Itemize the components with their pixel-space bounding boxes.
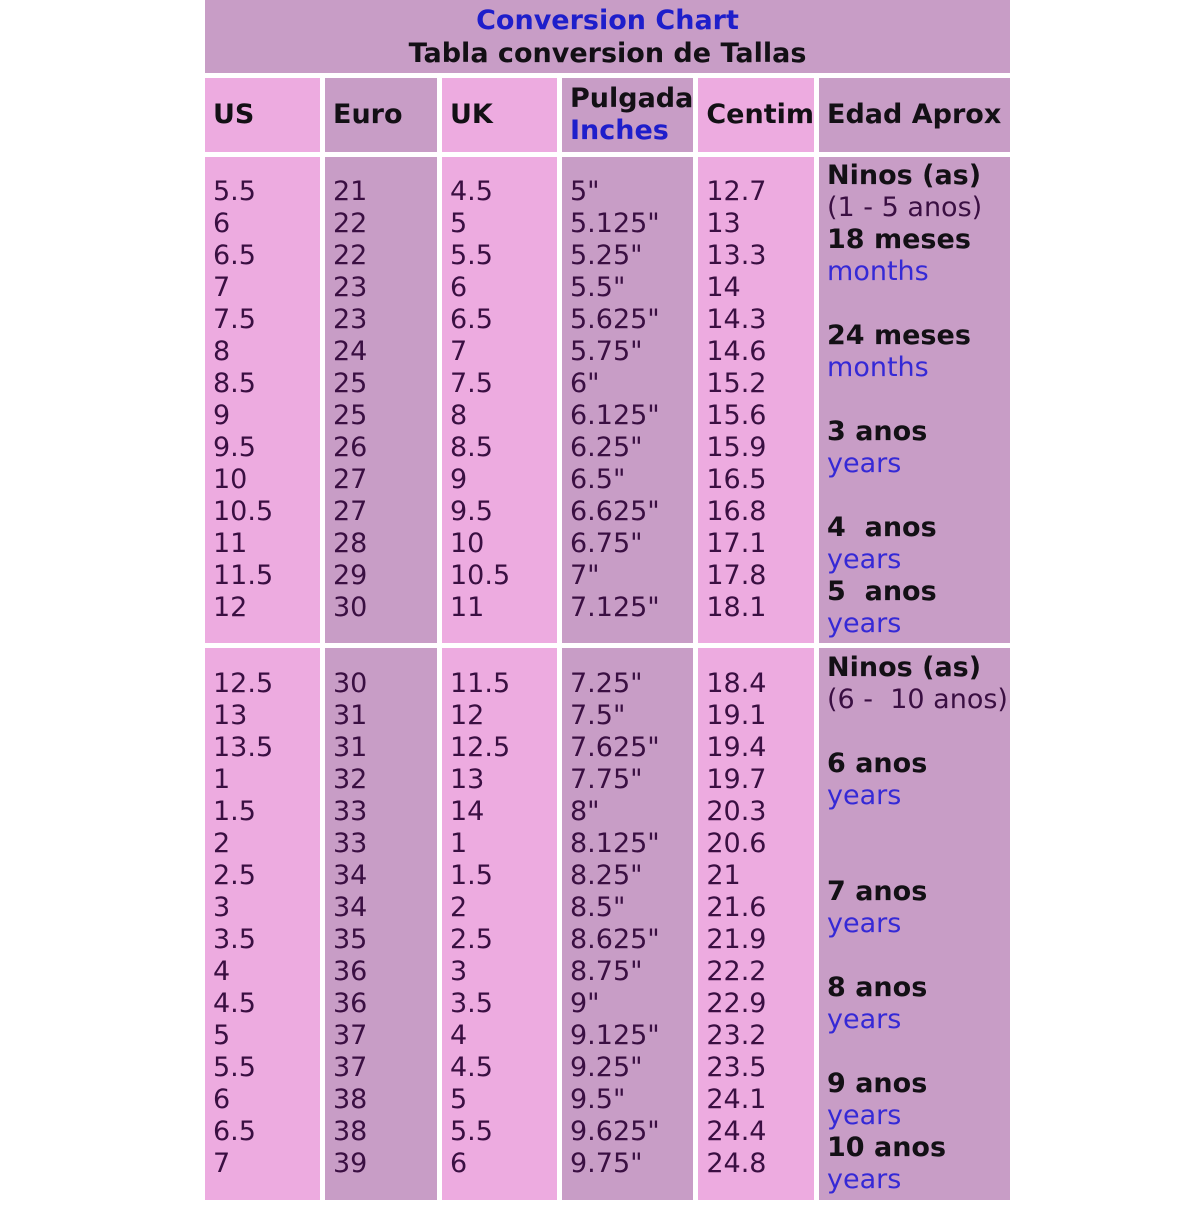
cell-line: 8.75" — [570, 956, 643, 987]
cell-line: 3 — [213, 892, 231, 923]
cell-line: 14.6 — [706, 336, 767, 367]
cell-line: 6 — [213, 208, 231, 239]
inches-values-section1 — [562, 157, 693, 643]
us-sizes-section1 — [205, 157, 320, 643]
cell-line: 7" — [570, 560, 600, 591]
cell-line: 3 anos — [827, 416, 928, 447]
cell-line: 24.4 — [706, 1116, 767, 1147]
cell-line — [827, 716, 1010, 748]
cell-line: 19.7 — [706, 764, 767, 795]
cell-line: 16.5 — [706, 464, 767, 495]
cell-line: 14.3 — [706, 304, 767, 335]
cell-line: 5 — [450, 1084, 468, 1115]
cell-line: 22.9 — [706, 988, 767, 1019]
cell-line: 7 anos — [827, 876, 928, 907]
inches-values-section2 — [562, 648, 693, 1200]
cell-line: 21 — [333, 176, 368, 207]
cell-line: 9 — [450, 464, 468, 495]
cell-line: 4.5 — [213, 988, 256, 1019]
cell-line: 9" — [570, 988, 600, 1019]
cell-line: 37 — [333, 1052, 368, 1083]
cell-line: 5.25" — [570, 240, 643, 271]
cell-line: years — [827, 1004, 902, 1035]
cell-line: 36 — [333, 956, 368, 987]
cell-line: 35 — [333, 924, 368, 955]
cell-line: 18 meses — [827, 224, 971, 255]
cell-line: 8.5" — [570, 892, 626, 923]
cell-line: years — [827, 608, 902, 639]
cell-line: 8 — [213, 336, 231, 367]
cell-line: 23.5 — [706, 1052, 767, 1083]
cell-line: 27 — [333, 464, 368, 495]
cell-line: 1 — [450, 828, 468, 859]
column-header-euro-label: Euro — [333, 99, 403, 130]
cell-line: 5.5 — [213, 176, 256, 207]
cell-line: 7 — [213, 1148, 231, 1179]
euro-sizes-section1 — [325, 157, 437, 643]
cell-line: 11 — [213, 528, 248, 559]
cell-line: 24 meses — [827, 320, 971, 351]
edad-aprox-section2 — [819, 648, 1010, 1200]
cell-line: 9.75" — [570, 1148, 643, 1179]
cell-line — [827, 940, 1010, 972]
section-1-5-anos-row — [205, 157, 1010, 643]
cell-line: 12.7 — [706, 176, 767, 207]
us-sizes-section2 — [205, 648, 320, 1200]
cell-line: 23 — [333, 304, 368, 335]
conversion-table — [200, 0, 1015, 1205]
cell-line: 8.625" — [570, 924, 660, 955]
cell-line: months — [827, 352, 929, 383]
cell-line: 4 — [450, 1020, 468, 1051]
cell-line: 4 anos — [827, 512, 937, 543]
cell-line: 6 — [450, 272, 468, 303]
cell-line: 8 — [450, 400, 468, 431]
cell-line: 4.5 — [450, 176, 493, 207]
cell-line: 1.5 — [213, 796, 256, 827]
cell-line: months — [827, 256, 929, 287]
column-header-euro — [325, 78, 437, 152]
cell-line: 14 — [450, 796, 485, 827]
cell-line: 2.5 — [213, 860, 256, 891]
uk-sizes-section1 — [442, 157, 557, 643]
cell-line: 10.5 — [450, 560, 511, 591]
column-header-us-label: US — [213, 99, 255, 130]
cell-line: years — [827, 780, 902, 811]
column-header-uk-label: UK — [450, 99, 493, 130]
cell-line: 8.5 — [213, 368, 256, 399]
cell-line: 1 — [213, 764, 231, 795]
cell-line: 8.125" — [570, 828, 660, 859]
cell-line: 34 — [333, 892, 368, 923]
cell-line: 9.5 — [213, 432, 256, 463]
cell-line: 5 — [450, 208, 468, 239]
cell-line: 21.9 — [706, 924, 767, 955]
cell-line: 25 — [333, 400, 368, 431]
cell-line: 37 — [333, 1020, 368, 1051]
cell-line: 10 — [213, 464, 248, 495]
cell-line: years — [827, 448, 902, 479]
cell-line — [827, 812, 1010, 844]
cell-line — [827, 288, 1010, 320]
cell-line: 7.75" — [570, 764, 643, 795]
cell-line: 5 — [213, 1020, 231, 1051]
cell-line: 32 — [333, 764, 368, 795]
cell-line: 6" — [570, 368, 600, 399]
cell-line: 10 anos — [827, 1132, 947, 1163]
cell-line: 2 — [213, 828, 231, 859]
cell-line: 5.5 — [213, 1052, 256, 1083]
cell-line: 26 — [333, 432, 368, 463]
cell-line: 10 — [450, 528, 485, 559]
column-header-centim-label: Centim — [706, 99, 815, 130]
cell-line: 6.75" — [570, 528, 643, 559]
cell-line: 9.125" — [570, 1020, 660, 1051]
cell-line: 11.5 — [213, 560, 274, 591]
cell-line: 8.25" — [570, 860, 643, 891]
cell-line: 30 — [333, 592, 368, 623]
chart-title: Conversion Chart — [476, 4, 739, 36]
cell-line: 36 — [333, 988, 368, 1019]
cell-line: 22.2 — [706, 956, 767, 987]
cell-line: 13 — [450, 764, 485, 795]
cell-line: 10.5 — [213, 496, 274, 527]
cell-line: 25 — [333, 368, 368, 399]
cell-line: 12.5 — [213, 668, 274, 699]
column-header-centim — [698, 78, 814, 152]
cell-line: 6 — [450, 1148, 468, 1179]
cell-line — [827, 480, 1010, 512]
cell-line: 9 anos — [827, 1068, 928, 1099]
cell-line: 11.5 — [450, 668, 511, 699]
uk-sizes-section2 — [442, 648, 557, 1200]
cell-line: 15.2 — [706, 368, 767, 399]
column-header-pulgada-inches — [562, 78, 693, 152]
cell-line: 5.125" — [570, 208, 660, 239]
cell-line: 9.5 — [450, 496, 493, 527]
section-6-10-anos-row — [205, 648, 1010, 1200]
cell-line: years — [827, 1164, 902, 1195]
cell-line: 12.5 — [450, 732, 511, 763]
cell-line: 34 — [333, 860, 368, 891]
cell-line: 15.9 — [706, 432, 767, 463]
centim-values-section2 — [698, 648, 814, 1200]
centim-values-section1 — [698, 157, 814, 643]
cell-line: 29 — [333, 560, 368, 591]
cell-line: 6.5" — [570, 464, 626, 495]
cell-line: 7 — [450, 336, 468, 367]
cell-line: 6.25" — [570, 432, 643, 463]
cell-line: 7.125" — [570, 592, 660, 623]
cell-line: 5.5 — [450, 240, 493, 271]
cell-line: 6 — [213, 1084, 231, 1115]
cell-line: 9.625" — [570, 1116, 660, 1147]
title-row — [205, 0, 1010, 73]
cell-line: 11 — [450, 592, 485, 623]
cell-line: 5 anos — [827, 576, 937, 607]
cell-line: 5" — [570, 176, 600, 207]
cell-line: 8.5 — [450, 432, 493, 463]
cell-line: 13.5 — [213, 732, 274, 763]
cell-line: 31 — [333, 732, 368, 763]
cell-line: 13 — [706, 208, 741, 239]
cell-line: 7.25" — [570, 668, 643, 699]
cell-line: 18.4 — [706, 668, 767, 699]
cell-line: 30 — [333, 668, 368, 699]
cell-line: 6.5 — [213, 1116, 256, 1147]
cell-line: 13.3 — [706, 240, 767, 271]
cell-line: 15.6 — [706, 400, 767, 431]
cell-line: Ninos (as) — [827, 652, 982, 683]
column-header-us — [205, 78, 320, 152]
cell-line: 31 — [333, 700, 368, 731]
cell-line: 3.5 — [450, 988, 493, 1019]
cell-line: 18.1 — [706, 592, 767, 623]
cell-line: 7.5 — [450, 368, 493, 399]
cell-line — [827, 844, 1010, 876]
cell-line: 7.5" — [570, 700, 626, 731]
cell-line: 13 — [213, 700, 248, 731]
euro-sizes-section2 — [325, 648, 437, 1200]
cell-line: 5.625" — [570, 304, 660, 335]
title-cell — [205, 0, 1010, 73]
cell-line: 23.2 — [706, 1020, 767, 1051]
cell-line: 17.1 — [706, 528, 767, 559]
cell-line: 33 — [333, 828, 368, 859]
cell-line: 6.5 — [213, 240, 256, 271]
cell-line: 22 — [333, 240, 368, 271]
cell-line: 24.1 — [706, 1084, 767, 1115]
cell-line: 22 — [333, 208, 368, 239]
cell-line: 17.8 — [706, 560, 767, 591]
cell-line: (6 - 10 anos) — [827, 684, 1008, 715]
cell-line: 21 — [706, 860, 741, 891]
cell-line — [827, 384, 1010, 416]
column-header-uk — [442, 78, 557, 152]
cell-line: 4 — [213, 956, 231, 987]
cell-line: 20.3 — [706, 796, 767, 827]
cell-line: 20.6 — [706, 828, 767, 859]
cell-line: 5.5" — [570, 272, 626, 303]
cell-line: 12 — [450, 700, 485, 731]
cell-line: 23 — [333, 272, 368, 303]
cell-line: 16.8 — [706, 496, 767, 527]
edad-aprox-section1 — [819, 157, 1010, 643]
chart-subtitle: Tabla conversion de Tallas — [408, 37, 807, 69]
cell-line: 5.75" — [570, 336, 643, 367]
cell-line: (1 - 5 anos) — [827, 192, 983, 223]
cell-line: 8 anos — [827, 972, 928, 1003]
cell-line: 27 — [333, 496, 368, 527]
cell-line: 33 — [333, 796, 368, 827]
cell-line: 6.625" — [570, 496, 660, 527]
cell-line: 38 — [333, 1116, 368, 1147]
cell-line: years — [827, 544, 902, 575]
cell-line: years — [827, 1100, 902, 1131]
cell-line: 28 — [333, 528, 368, 559]
cell-line: 4.5 — [450, 1052, 493, 1083]
cell-line: 7.625" — [570, 732, 660, 763]
cell-line: 6 anos — [827, 748, 928, 779]
cell-line: 39 — [333, 1148, 368, 1179]
cell-line: 14 — [706, 272, 741, 303]
cell-line: 7 — [213, 272, 231, 303]
cell-line: 9.25" — [570, 1052, 643, 1083]
cell-line: 1.5 — [450, 860, 493, 891]
cell-line: 24 — [333, 336, 368, 367]
cell-line: Ninos (as) — [827, 160, 982, 191]
cell-line: years — [827, 908, 902, 939]
cell-line: 24.8 — [706, 1148, 767, 1179]
cell-line: 8" — [570, 796, 600, 827]
cell-line: 3 — [450, 956, 468, 987]
cell-line: 5.5 — [450, 1116, 493, 1147]
cell-line: 19.4 — [706, 732, 767, 763]
cell-line — [827, 1036, 1010, 1068]
cell-line: 21.6 — [706, 892, 767, 923]
cell-line: 9 — [213, 400, 231, 431]
column-header-edad-aprox — [819, 78, 1010, 152]
cell-line: 19.1 — [706, 700, 767, 731]
column-header-pulgada-label: Pulgada — [570, 83, 694, 114]
cell-line: 6.5 — [450, 304, 493, 335]
header-row — [205, 78, 1010, 152]
cell-line: 2.5 — [450, 924, 493, 955]
cell-line: 38 — [333, 1084, 368, 1115]
cell-line: 6.125" — [570, 400, 660, 431]
cell-line: 12 — [213, 592, 248, 623]
cell-line: 2 — [450, 892, 468, 923]
cell-line: 9.5" — [570, 1084, 626, 1115]
column-header-edad-aprox-label: Edad Aprox — [827, 99, 1002, 130]
column-header-inches-label: Inches — [570, 115, 669, 146]
cell-line: 3.5 — [213, 924, 256, 955]
cell-line: 7.5 — [213, 304, 256, 335]
